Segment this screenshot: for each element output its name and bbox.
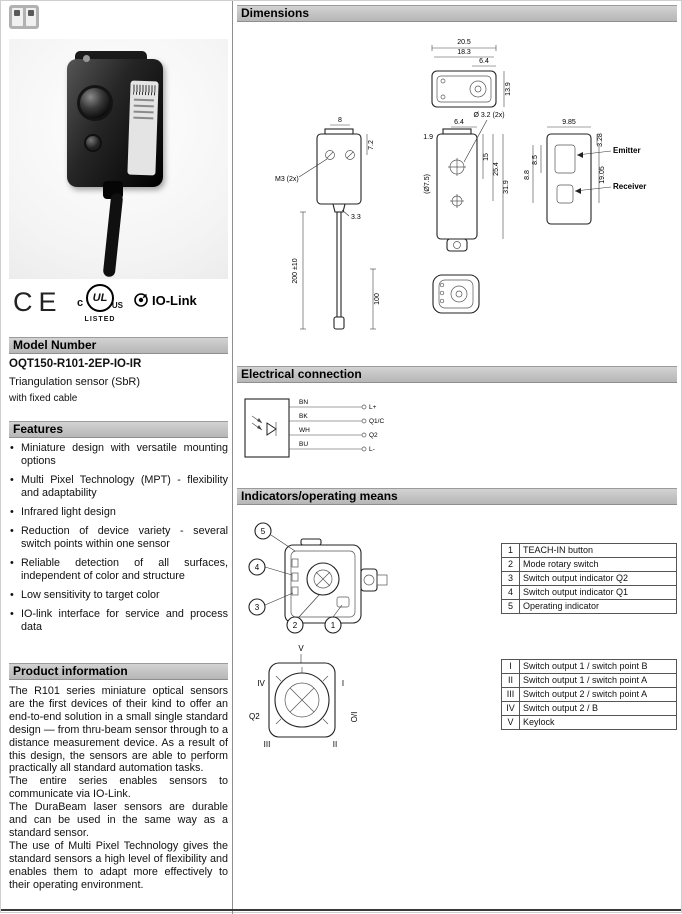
dim-label: 6.4	[479, 58, 489, 65]
legend-num: 1	[502, 544, 520, 558]
certification-row	[11, 283, 228, 329]
receiver-label: Receiver	[613, 182, 647, 191]
legend-num: 4	[502, 586, 520, 600]
dim-side-view	[423, 112, 510, 251]
ul-circle: UL	[86, 284, 114, 312]
dim-label: 8.8	[524, 170, 531, 180]
feature-item: • IO-link interface for service and process data	[9, 608, 228, 634]
wire-color-label: WH	[299, 427, 310, 434]
indicators-drawing	[245, 517, 495, 637]
dial-label-lower-left: III	[263, 740, 271, 749]
position-num: V	[502, 716, 520, 730]
column-divider	[232, 1, 233, 914]
dim-label: 6.4	[454, 119, 464, 126]
model-description: Triangulation sensor (SbR)	[9, 376, 141, 388]
table-row	[502, 558, 677, 572]
dim-label: 31.9	[503, 180, 510, 194]
wire-color-label: BN	[299, 399, 309, 406]
position-num: III	[502, 688, 520, 702]
dim-label: 200 ±10	[292, 258, 299, 284]
position-desc: Switch output 1 / switch point A	[520, 674, 677, 688]
features-list	[9, 442, 228, 640]
dial-label-right: I/O	[349, 711, 358, 723]
iolink-icon	[133, 292, 149, 308]
product-info-paragraph: The entire series enables sensors to communicate via IO-Link.	[9, 775, 228, 801]
callout-5: 5	[260, 527, 266, 536]
iolink-logo	[133, 292, 197, 308]
section-header-model-number: Model Number	[9, 337, 228, 354]
terminal-label: Q2	[369, 432, 378, 439]
position-desc: Switch output 2 / switch point A	[520, 688, 677, 702]
section-header-electrical: Electrical connection	[237, 366, 677, 383]
sensor-top-dot	[83, 55, 90, 62]
product-info-paragraph: The DuraBeam laser sensors are durable and can be used in the same way as a standard sensor.	[9, 801, 228, 839]
section-header-product-info: Product information	[9, 663, 228, 680]
dim-label: 20.5	[457, 39, 471, 46]
legend-desc: Switch output indicator Q1	[520, 586, 677, 600]
sensor-lens-receiver	[84, 134, 102, 152]
dim-label: 25.4	[493, 162, 500, 176]
ce-mark: CE	[13, 287, 63, 317]
dial-label-upper-right: I	[341, 679, 345, 688]
position-desc: Switch output 1 / switch point B	[520, 660, 677, 674]
ul-mark	[77, 283, 123, 329]
table-row	[502, 716, 677, 730]
wire-color-label: BU	[299, 441, 309, 448]
dim-label: 9.85	[562, 119, 576, 126]
feature-item: • Infrared light design	[9, 506, 228, 519]
feature-item: • Low sensitivity to target color	[9, 589, 228, 602]
dial-label-lower-right: II	[332, 740, 338, 749]
feature-item: • Multi Pixel Technology (MPT) - flexibility and adaptability	[9, 474, 228, 500]
product-info-paragraph: The use of Multi Pixel Technology gives the standard sensors a high level of flexibility and enables them to adapt more effectively to their operating environment.	[9, 839, 228, 891]
terminal-label: L+	[369, 404, 377, 411]
product-info-paragraph: The R101 series miniature optical sensors are the first devices of their kind to offer an end-to-end solution in a small single standard design — from thru-beam sensor through to a distance measurement device. As a result of this design, the sensors are able to perform practically all standard automation tasks.	[9, 685, 228, 775]
legend-num: 2	[502, 558, 520, 572]
dial-label-left: Q2	[249, 712, 260, 721]
table-row	[502, 600, 677, 614]
dim-label: Ø 3.2 (2x)	[473, 112, 505, 119]
legend-desc: Switch output indicator Q2	[520, 572, 677, 586]
position-desc: Switch output 2 / B	[520, 702, 677, 716]
dial-label-upper-left: IV	[257, 679, 265, 688]
rotary-switch-drawing	[245, 641, 395, 786]
legend-num: 5	[502, 600, 520, 614]
dim-label: 8	[338, 117, 342, 124]
dim-label: 8.5	[532, 155, 539, 165]
position-num: II	[502, 674, 520, 688]
table-row	[502, 586, 677, 600]
dim-label: 15	[483, 153, 490, 161]
legend-num: 3	[502, 572, 520, 586]
left-column	[9, 5, 228, 910]
section-header-indicators: Indicators/operating means	[237, 488, 677, 505]
ul-us-label: US	[111, 301, 123, 310]
callout-1: 1	[330, 621, 336, 630]
dim-label: (Ø7.5)	[424, 174, 431, 194]
vendor-logo	[9, 5, 39, 29]
dim-label: 100	[374, 293, 381, 305]
position-desc: Keylock	[520, 716, 677, 730]
table-row	[502, 702, 677, 716]
feature-item: • Reliable detection of all surfaces, independent of color and structure	[9, 557, 228, 583]
dim-label: 18.3	[457, 49, 471, 56]
dim-face-view	[524, 119, 646, 224]
dim-label: 3.3	[351, 214, 361, 221]
sensor-lens-emitter	[77, 85, 113, 121]
feature-item: • Reduction of device variety - several switch points within one sensor	[9, 525, 228, 551]
product-photo	[9, 39, 228, 279]
iolink-wordmark: IO-Link	[152, 292, 197, 308]
table-row	[502, 544, 677, 558]
sensor-type-label	[127, 81, 158, 176]
dim-bottom-view	[433, 275, 479, 313]
section-header-features: Features	[9, 421, 228, 438]
logo-cell-icon	[26, 8, 37, 26]
legend-desc: Operating indicator	[520, 600, 677, 614]
model-subtext: with fixed cable	[9, 393, 78, 404]
switch-position-table	[501, 659, 677, 730]
callout-3: 3	[254, 603, 260, 612]
table-row	[502, 674, 677, 688]
logo-cell-icon	[12, 8, 23, 26]
ul-listed-label: LISTED	[84, 316, 116, 323]
terminal-label: L-	[369, 446, 375, 453]
model-number: OQT150-R101-2EP-IO-IR	[9, 358, 142, 370]
electrical-diagram	[241, 393, 391, 465]
dial-label-top: V	[298, 644, 304, 653]
dim-label: 13.9	[505, 82, 512, 96]
dim-label: 19.05	[599, 166, 606, 184]
wire-color-label: BK	[299, 413, 308, 420]
indicator-legend-table	[501, 543, 677, 614]
table-row	[502, 688, 677, 702]
ul-c-label: c	[77, 297, 84, 309]
dim-label: 7.2	[368, 140, 375, 150]
feature-item: • Miniature design with versatile mounting options	[9, 442, 228, 468]
section-header-dimensions: Dimensions	[237, 5, 677, 22]
sensor-cable	[103, 193, 124, 278]
legend-desc: Mode rotary switch	[520, 558, 677, 572]
dimensions-drawing	[237, 29, 677, 364]
dim-label: M3 (2x)	[275, 176, 299, 183]
terminal-label: Q1/C	[369, 418, 385, 425]
dim-front-view	[275, 117, 381, 329]
legend-desc: TEACH-IN button	[520, 544, 677, 558]
emitter-label: Emitter	[613, 146, 641, 155]
position-num: I	[502, 660, 520, 674]
product-info-text	[9, 685, 228, 892]
position-num: IV	[502, 702, 520, 716]
barcode	[133, 85, 155, 96]
dim-label: 3.28	[597, 133, 604, 147]
right-column	[237, 5, 677, 910]
callout-4: 4	[254, 563, 260, 572]
table-row	[502, 660, 677, 674]
dim-top-view	[432, 39, 512, 107]
dim-label: 1.9	[423, 134, 433, 141]
table-row	[502, 572, 677, 586]
callout-2: 2	[292, 621, 298, 630]
